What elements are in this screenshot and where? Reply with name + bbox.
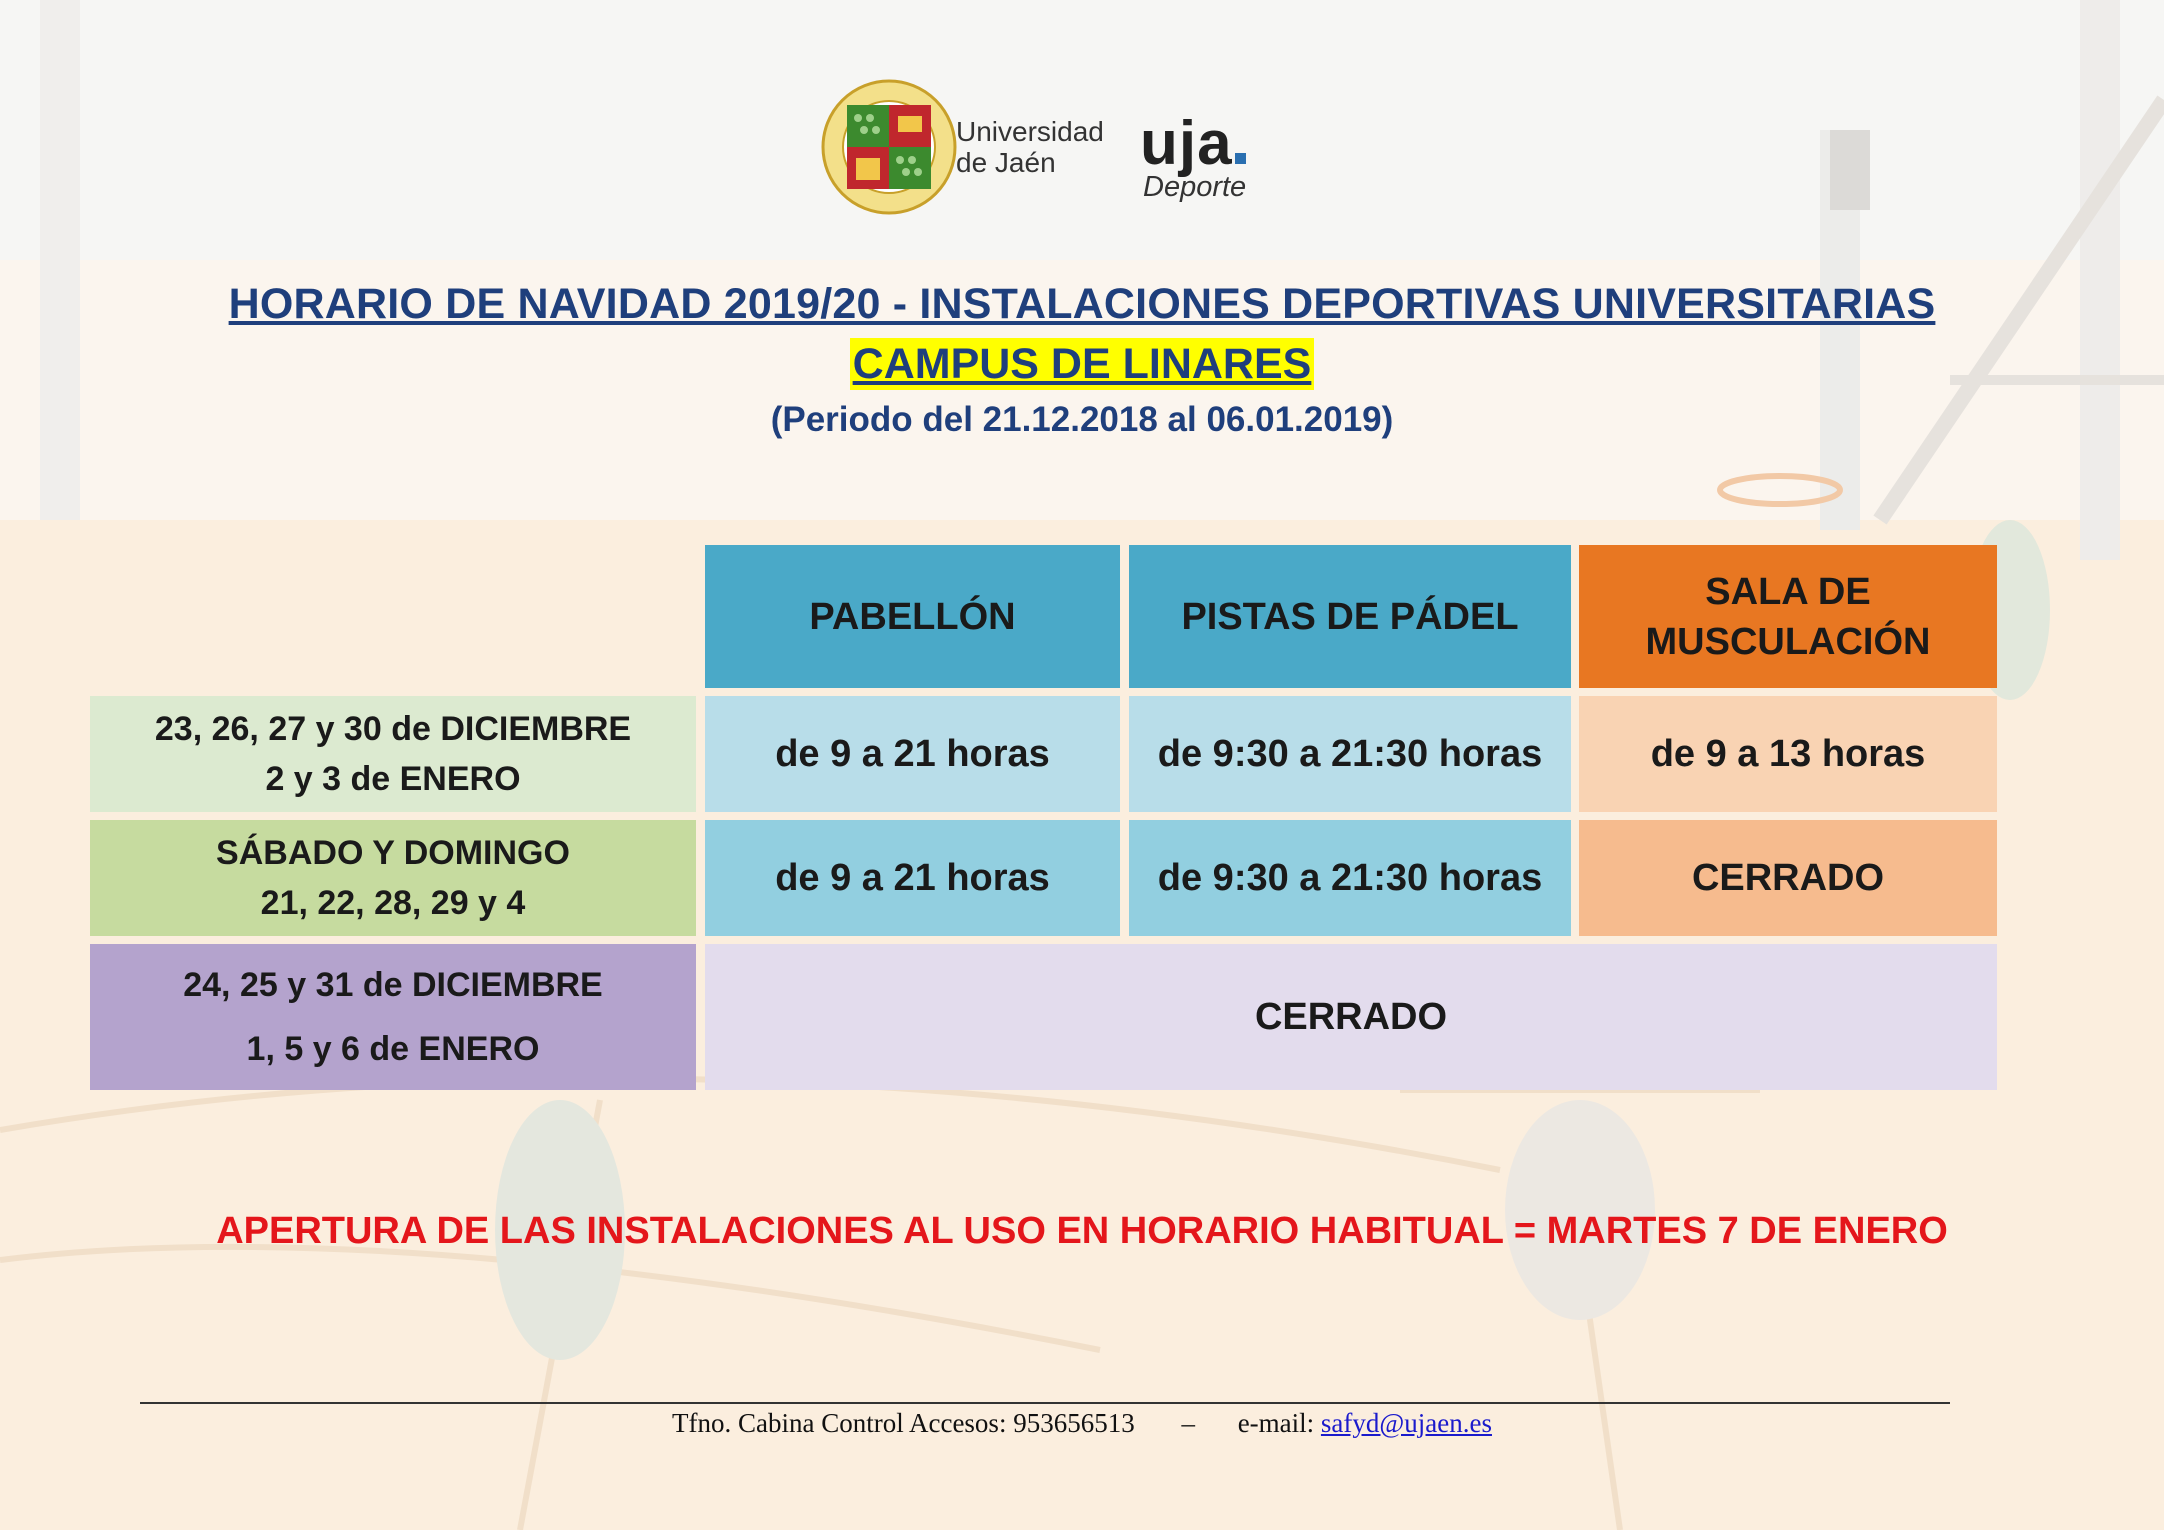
row-label-holidays xyxy=(90,944,696,1090)
row-label-line2: 21, 22, 28, 29 y 4 xyxy=(260,884,526,922)
row-label-weekend xyxy=(90,820,696,936)
row-label-line1: SÁBADO Y DOMINGO xyxy=(216,834,570,872)
table-cell: CERRADO xyxy=(1579,820,1997,936)
table-cell: de 9 a 21 horas xyxy=(705,696,1120,812)
uja-logo-dot xyxy=(1235,153,1246,164)
row-label-line1: 24, 25 y 31 de DICIEMBRE xyxy=(183,966,603,1004)
column-header-label: PISTAS DE PÁDEL xyxy=(1181,595,1519,638)
campus-heading-wrap xyxy=(0,338,2164,390)
column-header-label: PABELLÓN xyxy=(809,595,1016,638)
column-header-label-line2: MUSCULACIÓN xyxy=(1645,620,1931,663)
header-logos xyxy=(820,78,1280,218)
footer-divider xyxy=(140,1402,1950,1404)
page-title: HORARIO DE NAVIDAD 2019/20 - INSTALACIONES DEPORTIVAS UNIVERSITARIAS xyxy=(228,280,1936,328)
column-header-pabellon xyxy=(705,545,1120,688)
footer-email-link[interactable]: safyd@ujaen.es xyxy=(1320,1408,1492,1438)
footer-email-label: e-mail: xyxy=(1237,1408,1315,1438)
campus-heading: CAMPUS DE LINARES xyxy=(850,338,1315,390)
uja-deporte-logo xyxy=(1140,109,1247,203)
period-subtitle: (Periodo del 21.12.2018 al 06.01.2019) xyxy=(770,400,1394,439)
row-label-line2: 1, 5 y 6 de ENERO xyxy=(246,1030,540,1068)
table-cell: de 9:30 a 21:30 horas xyxy=(1129,696,1571,812)
university-name-line1: Universidad xyxy=(956,116,1104,147)
university-name xyxy=(956,116,1104,178)
table-cell: de 9:30 a 21:30 horas xyxy=(1129,820,1571,936)
reopening-notice: APERTURA DE LAS INSTALACIONES AL USO EN HORARIO HABITUAL = MARTES 7 DE ENERO xyxy=(216,1210,1948,1252)
uja-logo-text: uja xyxy=(1140,109,1233,178)
uja-logo-subtitle: Deporte xyxy=(1143,171,1247,203)
column-header-label-line1: SALA DE xyxy=(1705,570,1871,613)
table-cell: de 9 a 13 horas xyxy=(1579,696,1997,812)
table-cell-merged-closed: CERRADO xyxy=(705,944,1997,1090)
footer-separator: – xyxy=(1181,1408,1195,1438)
table-cell: de 9 a 21 horas xyxy=(705,820,1120,936)
row-label-line2: 2 y 3 de ENERO xyxy=(265,760,521,798)
row-label-line1: 23, 26, 27 y 30 de DICIEMBRE xyxy=(154,710,632,748)
university-seal-logo xyxy=(820,78,958,216)
footer-contact xyxy=(0,1408,2164,1439)
footer-phone: Tfno. Cabina Control Accesos: 953656513 xyxy=(672,1408,1135,1438)
column-header-sala-musculacion xyxy=(1579,545,1997,688)
column-header-pistas-padel xyxy=(1129,545,1571,688)
row-label-weekdays xyxy=(90,696,696,812)
university-name-line2: de Jaén xyxy=(956,147,1056,178)
